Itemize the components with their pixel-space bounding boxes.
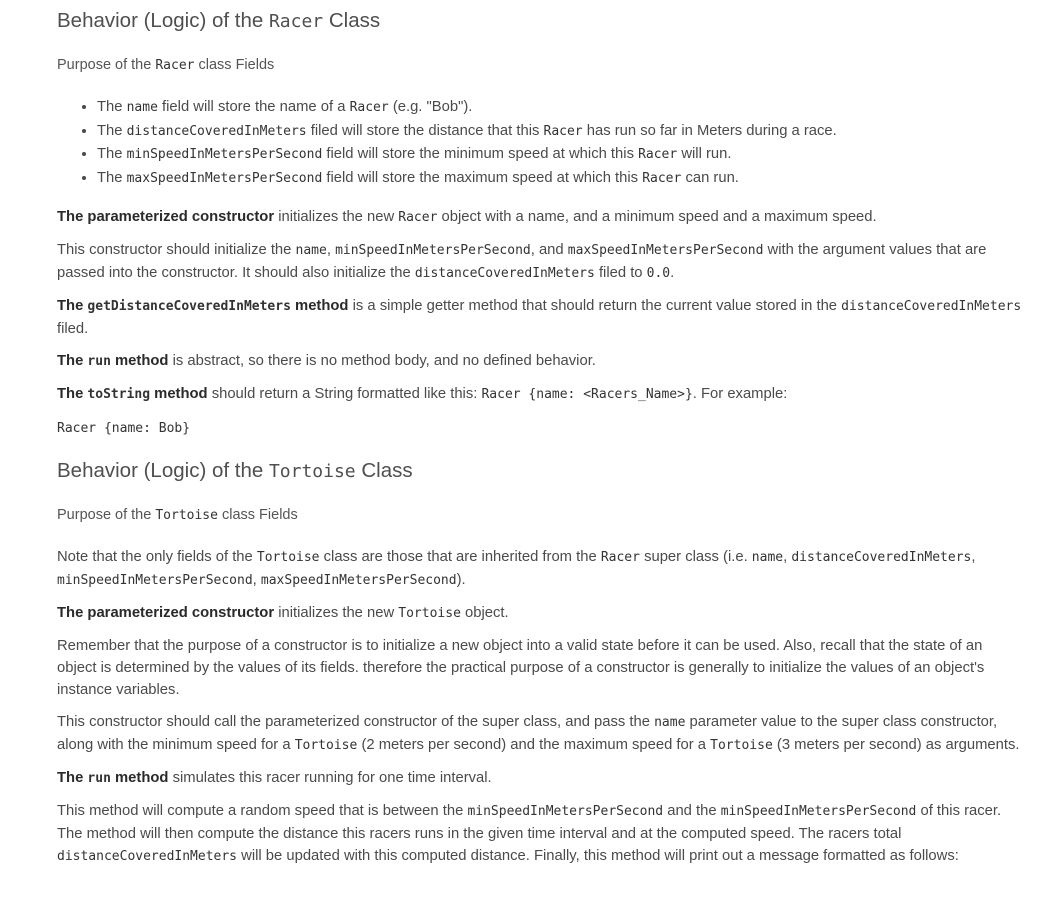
- racer-fields-subheading: Purpose of the Racer class Fields: [57, 57, 275, 73]
- racer-tostring-example: Racer {name: Bob}: [57, 421, 191, 436]
- racer-heading: Behavior (Logic) of the Racer Class: [57, 9, 381, 32]
- list-item: • The name field will store the name of a Racer (e.g. "Bob").: [97, 96, 1024, 120]
- racer-constructor-summary: The parameterized constructor initializes the new Racer object with a name, and a minimum speed and a maximum speed.: [57, 209, 877, 225]
- racer-run-description: The run method is abstract, so there is no method body, and no defined behavior.: [57, 353, 596, 369]
- racer-constructor-description: This constructor should initialize the name, minSpeedInMetersPerSecond, and maxSpeedInMetersPerSecond with the argument values that are passed into the constructor. It should also initialize the distanceCoveredInMeters filed to 0.0.: [57, 242, 987, 281]
- list-item: • The distanceCoveredInMeters filed will store the distance that this Racer has run so far in Meters during a race.: [97, 120, 1024, 144]
- racer-tostring-description: The toString method should return a String formatted like this: Racer {name: <Racers_Name>}. For example:: [57, 386, 788, 402]
- racer-fields-list: [57, 96, 1024, 190]
- tortoise-run-description: This method will compute a random speed that is between the minSpeedInMetersPerSecond and the minSpeedInMetersPerSecond of this racer. The method will then compute the distance this racers runs in the given time interval and at the computed speed. The racers total distanceCoveredInMeters will be updated with this computed distance. Finally, this method will print out a message formatted as follows:: [57, 803, 1002, 864]
- tortoise-run-summary: The run method simulates this racer running for one time interval.: [57, 770, 492, 786]
- tortoise-constructor-summary: The parameterized constructor initializes the new Tortoise object.: [57, 605, 509, 621]
- tortoise-fields-subheading: Purpose of the Tortoise class Fields: [57, 507, 298, 523]
- tortoise-constructor-remember: Remember that the purpose of a constructor is to initialize a new object into a valid state before it can be used. Also, recall that the state of an object is determined by the values of its fields. therefore the practical purpose of a constructor is generally to initialize the values of an object's instance variables.: [57, 638, 985, 698]
- tortoise-constructor-call: This constructor should call the parameterized constructor of the super class, and pass the name parameter value to the super class constructor, along with the minimum speed for a Tortoise (2 meters per second) and the maximum speed for a Tortoise (3 meters per second) as arguments.: [57, 714, 1020, 753]
- list-item: • The minSpeedInMetersPerSecond field will store the minimum speed at which this Racer will run.: [97, 143, 1024, 167]
- tortoise-heading: Behavior (Logic) of the Tortoise Class: [57, 459, 413, 482]
- tortoise-fields-note: Note that the only fields of the Tortoise class are those that are inherited from the Racer super class (i.e. name, distanceCoveredInMeters, minSpeedInMetersPerSecond, maxSpeedInMetersPerSecond).: [57, 549, 976, 588]
- list-item: • The maxSpeedInMetersPerSecond field will store the maximum speed at which this Racer can run.: [97, 167, 1024, 191]
- racer-getter-description: The getDistanceCoveredInMeters method is a simple getter method that should return the current value stored in the distanceCoveredInMeters filed.: [57, 298, 1022, 337]
